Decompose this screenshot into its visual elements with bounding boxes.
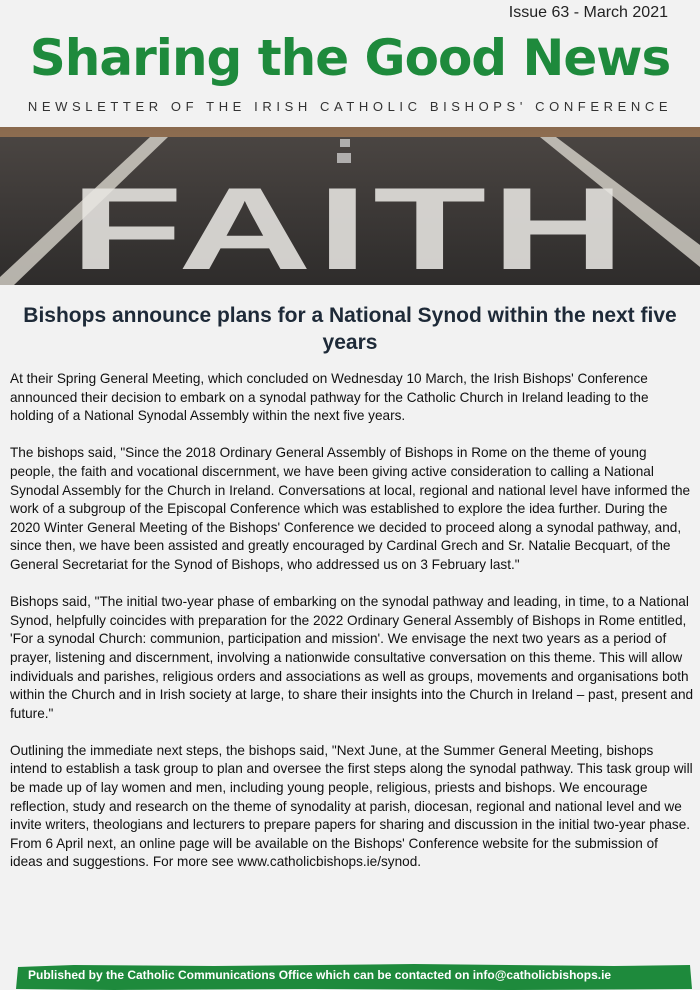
newsletter-title: Sharing the Good News <box>29 29 671 87</box>
hero-image <box>0 127 700 285</box>
footer-banner <box>14 963 694 990</box>
paragraph: At their Spring General Meeting, which concluded on Wednesday 10 March, the Irish Bishops' Conference announced their decision to embark on a synodal pathway for the Catholic Church in Ireland leading to the holding of a National Synodal Assembly within the next five years. <box>10 371 649 424</box>
paragraph: The bishops said, "Since the 2018 Ordinary General Assembly of Bishops in Rome on the theme of young people, the faith and vocational discernment, we have been giving active consideration to calling a National Synodal Assembly for the Church in Ireland. Conversations at local, regional and national level have informed the work of a subgroup of the Episcopal Conference which was established to explore the idea further. During the 2020 Winter General Meeting of the Bishops' Conference we decided to proceed along a synodal pathway, and, since then, we have been assisted and greatly encouraged by Cardinal Grech and Sr. Natalie Becquart, of the General Secretariat for the Synod of Bishops, who addressed us on 3 February last." <box>10 445 691 572</box>
footer-text: Published by the Catholic Communications Office which can be contacted on info@catholicbishops.ie <box>28 968 612 982</box>
article-headline: Bishops announce plans for a National Synod within the next five years <box>23 304 677 354</box>
newsletter-subtitle: NEWSLETTER OF THE IRISH CATHOLIC BISHOPS' CONFERENCE <box>27 99 673 114</box>
article-body <box>10 370 694 891</box>
issue-label: Issue 63 - March 2021 <box>508 4 668 21</box>
paragraph: Outlining the immediate next steps, the bishops said, "Next June, at the Summer General Meeting, bishops intend to establish a task group to plan and oversee the first steps along the synodal pathway. This task group will be made up of lay women and men, including young people, religious, priests and bishops. We encourage reflection, study and research on the theme of synodality at parish, diocesan, regional and national level and we invite writers, theologians and lecturers to prepare papers for sharing and discussion in the initial two-year phase. From 6 April next, an online page will be available on the Bishops' Conference website for the submission of ideas and suggestions. For more see www.catholicbishops.ie/synod. <box>10 742 693 870</box>
paragraph: Bishops said, "The initial two-year phase of embarking on the synodal pathway and leading, in time, to a National Synod, helpfully coincides with preparation for the 2022 Ordinary General Assembly of Bishops in Rome entitled, 'For a synodal Church: communion, participation and mission'. We envisage the next two years as a period of prayer, listening and discernment, involving a nationwide consultative conversation on this theme. This will allow individuals and parishes, religious orders and associations as well as groups, movements and organisations both within the Church and in Irish society at large, to share their insights into the Church in Ireland – past, present and future." <box>10 594 694 721</box>
hero-word: FAITH <box>70 162 631 285</box>
